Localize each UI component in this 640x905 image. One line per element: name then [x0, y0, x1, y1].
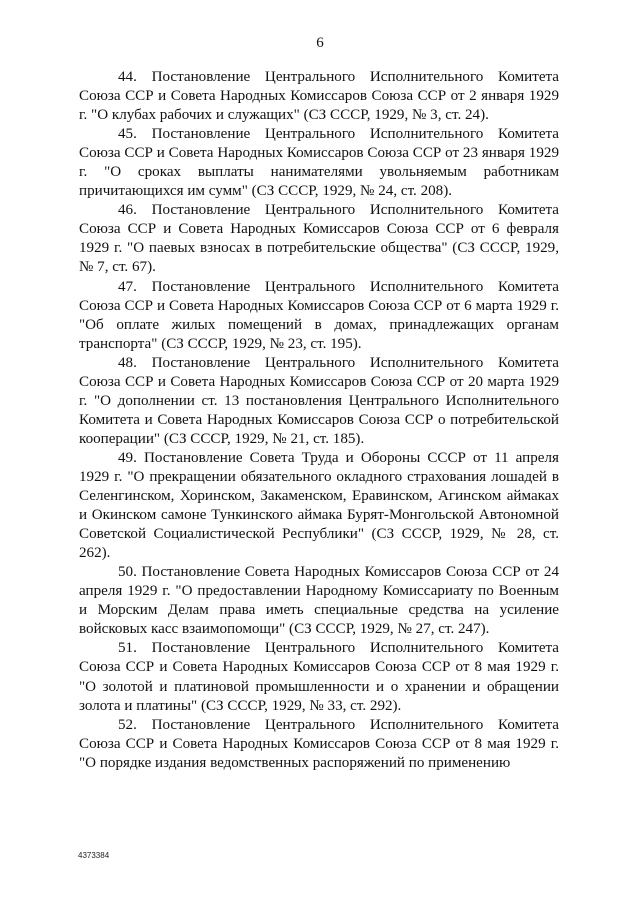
document-body — [79, 68, 559, 773]
page-number: 6 — [316, 35, 324, 51]
list-item-51: 51. Постановление Центрального Исполнительного Комитета Союза ССР и Совета Народных Комиссаров Союза ССР от 8 мая 1929 г. "О золотой и платиновой промышленности и о хранении и обращении золота и платины" (СЗ СССР, 1929, № 33, ст. 292). — [79, 640, 559, 714]
list-item-47: 47. Постановление Центрального Исполнительного Комитета Союза ССР и Совета Народных Комиссаров Союза ССР от 6 марта 1929 г. "Об оплате жилых помещений в домах, принадлежащих органам транспорта" (СЗ СССР, 1929, № 23, ст. 195). — [79, 278, 559, 352]
list-item-52: 52. Постановление Центрального Исполнительного Комитета Союза ССР и Совета Народных Комиссаров Союза ССР от 8 мая 1929 г. "О порядке издания ведомственных распоряжений по применению — [79, 716, 559, 771]
list-item-45: 45. Постановление Центрального Исполнительного Комитета Союза ССР и Совета Народных Комиссаров Союза ССР от 23 января 1929 г. "О сроках выплаты нанимателями увольняемым работникам причитающихся им сумм" (СЗ СССР, 1929, № 24, ст. 208). — [79, 126, 559, 200]
list-item-50: 50. Постановление Совета Народных Комиссаров Союза ССР от 24 апреля 1929 г. "О предоставлении Народному Комиссариату по Военным и Морским Делам права иметь специальные средства на усиление войсковых касс взаимопомощи" (СЗ СССР, 1929, № 27, ст. 247). — [79, 564, 559, 638]
list-item-46: 46. Постановление Центрального Исполнительного Комитета Союза ССР и Совета Народных Комиссаров Союза ССР от 6 февраля 1929 г. "О паевых взносах в потребительские общества" (СЗ СССР, 1929, № 7, ст. 67). — [79, 202, 559, 276]
list-item-49: 49. Постановление Совета Труда и Обороны СССР от 11 апреля 1929 г. "О прекращении обязательного окладного страхования лошадей в Селенгинском, Хоринском, Закаменском, Еравинском, Агинском аймаках и Окинском самоне Тункинского аймака Бурят-Монгольской Автономной Советской Социалистической Республики" (СЗ СССР, 1929, № 28, ст. 262). — [79, 449, 559, 562]
list-item-48: 48. Постановление Центрального Исполнительного Комитета Союза ССР и Совета Народных Комиссаров Союза ССР от 20 марта 1929 г. "О дополнении ст. 13 постановления Центрального Исполнительного Комитета и Совета Народных Комиссаров Союза ССР о потребительской кооперации" (СЗ СССР, 1929, № 21, ст. 185). — [79, 354, 559, 447]
document-code: 4373384 — [78, 851, 110, 860]
list-item-44: 44. Постановление Центрального Исполнительного Комитета Союза ССР и Совета Народных Комиссаров Союза ССР от 2 января 1929 г. "О клубах рабочих и служащих" (СЗ СССР, 1929, № 3, ст. 24). — [79, 69, 559, 124]
